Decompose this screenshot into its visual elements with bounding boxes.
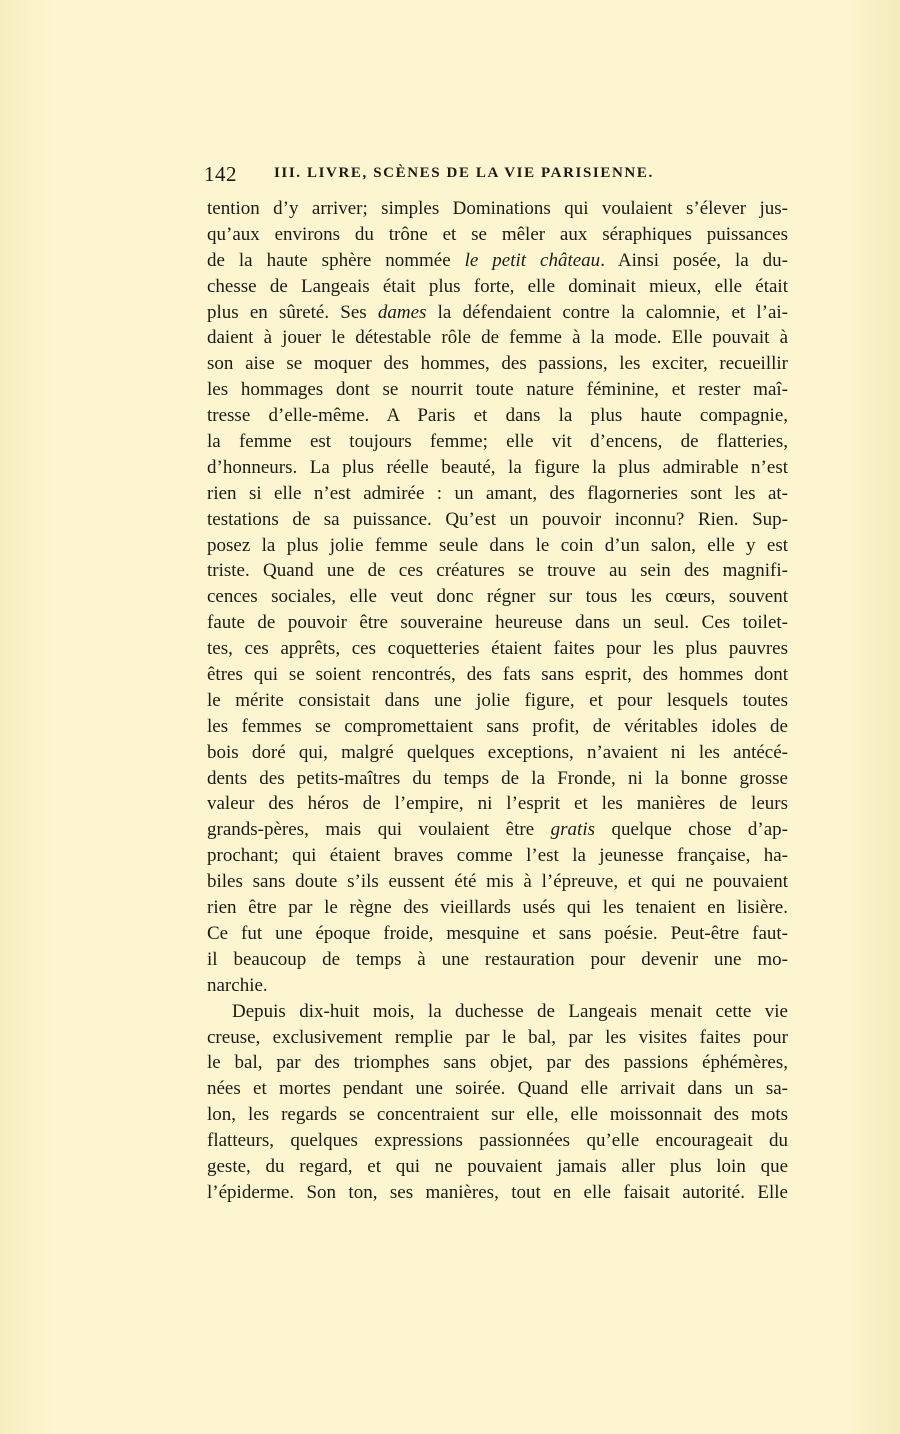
text-line [207,248,788,274]
text-line: tes, ces apprêts, ces coquetteries étaient faites pour les plus pauvres [207,638,788,660]
text-span: quelque chose d’ap- [595,819,788,841]
text-line: son aise se moquer des hommes, des passions, les exciter, recueillir [207,353,788,375]
text-line: faute de pouvoir être souveraine heureuse dans un seul. Ces toilet- [207,612,788,634]
text-line: les hommages dont se nourrit toute nature féminine, et rester maî- [207,379,788,401]
text-line: Depuis dix-huit mois, la duchesse de Langeais menait cette vie [232,1000,788,1022]
text-line: chesse de Langeais était plus forte, elle dominait mieux, elle était [207,275,788,297]
text-span: de la haute sphère nommée [207,249,465,271]
italic-text: le petit château [464,249,601,271]
text-line: posez la plus jolie femme seule dans le coin d’un salon, elle y est [207,534,788,556]
text-line: qu’aux environs du trône et se mêler aux séraphiques puissances [207,223,788,245]
text-line: prochant; qui étaient braves comme l’est la jeunesse française, ha- [207,845,788,867]
text-line [207,817,788,843]
text-line: cences sociales, elle veut donc régner sur tous les cœurs, souvent [207,586,788,608]
text-span: la défendaient contre la calomnie, et l’ai- [426,301,788,323]
text-line: il beaucoup de temps à une restauration pour devenir une mo- [207,948,788,970]
text-line: testations de sa puissance. Qu’est un pouvoir inconnu? Rien. Sup- [207,508,788,530]
text-line [207,300,788,326]
body-text [207,196,788,1206]
text-line: les femmes se compromettaient sans profit, de véritables idoles de [207,715,788,737]
text-line: Ce fut une époque froide, mesquine et sans poésie. Peut-être faut- [207,922,788,944]
paragraph [207,196,788,999]
text-line: bois doré qui, malgré quelques exceptions, n’avaient ni les antécé- [207,741,788,763]
text-line: creuse, exclusivement remplie par le bal, par les visites faites pour [207,1026,788,1048]
text-line: biles sans doute s’ils eussent été mis à l’épreuve, et qui ne pouvaient [207,871,788,893]
text-line: rien être par le règne des vieillards usés qui les tenaient en lisière. [207,897,788,919]
text-span: . Ainsi posée, la du- [600,249,788,271]
text-line: d’honneurs. La plus réelle beauté, la figure la plus admirable n’est [207,456,788,478]
text-line: la femme est toujours femme; elle vit d’encens, de flatteries, [207,431,788,453]
text-line: lon, les regards se concentraient sur elle, elle moissonnait des mots [207,1104,788,1126]
text-line: dents des petits-maîtres du temps de la Fronde, ni la bonne grosse [207,767,788,789]
page-header [204,162,790,188]
text-line: tention d’y arriver; simples Dominations qui voulaient s’élever jus- [207,198,788,219]
text-line: narchie. [207,974,268,996]
text-line: nées et mortes pendant une soirée. Quand elle arrivait dans un sa- [207,1078,788,1100]
paragraph [207,999,788,1206]
italic-text: gratis [550,819,595,841]
text-line: tresse d’elle-même. A Paris et dans la plus haute compagnie, [207,405,788,427]
text-line: daient à jouer le détestable rôle de femme à la mode. Elle pouvait à [207,327,788,349]
text-line: l’épiderme. Son ton, ses manières, tout en elle faisait autorité. Elle [207,1181,788,1203]
text-line: êtres qui se soient rencontrés, des fats sans esprit, des hommes dont [207,664,788,686]
text-line: geste, du regard, et qui ne pouvaient jamais aller plus loin que [207,1155,788,1177]
running-title: III. LIVRE, SCÈNES DE LA VIE PARISIENNE. [274,165,654,181]
page-number: 142 [204,162,237,186]
text-span: grands-pères, mais qui voulaient être [207,819,551,841]
text-line: le mérite consistait dans une jolie figure, et pour lesquels toutes [207,689,788,711]
text-line: triste. Quand une de ces créatures se trouve au sein des magnifi- [207,560,788,582]
text-line: le bal, par des triomphes sans objet, par des passions éphémères, [207,1052,788,1074]
text-line: rien si elle n’est admirée : un amant, des flagorneries sont les at- [207,482,788,504]
italic-text: dames [377,301,427,323]
text-line: valeur des héros de l’empire, ni l’esprit et les manières de leurs [207,793,788,815]
text-line: flatteurs, quelques expressions passionnées qu’elle encourageait du [207,1130,788,1152]
text-span: plus en sûreté. Ses [207,301,378,323]
